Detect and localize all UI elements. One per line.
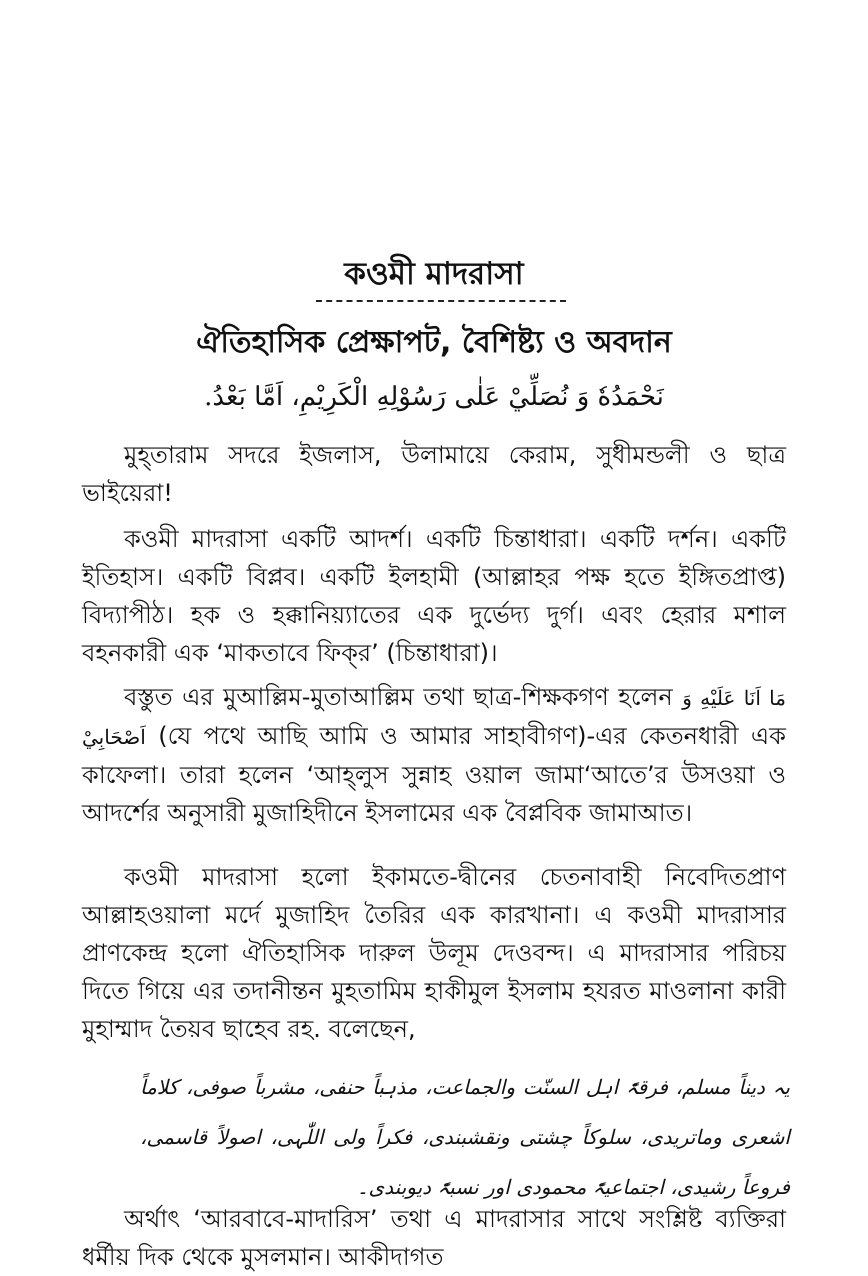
p3-start-text: বস্তুত এর মুআল্লিম-মুতাআল্লিম তথা ছাত্র-শিক্ষকগণ হলেন — [124, 683, 673, 711]
p3-end-text: (যে পথে আছি আমি ও আমার সাহাবীগণ)-এর কেতনধারী এক কাফেলা। তারা হলেন ‘আহ্‌লুস সুন্নাহ ওয়াল জামা‘আতে’র উসওয়া ও আদর্শের অনুসারী মুজাহিদীনে ইসলামের এক বৈপ্লবিক জামাআত। — [82, 722, 786, 827]
paragraph-deoband: কওমী মাদরাসা হলো ইকামতে-দ্বীনের চেতনাবাহী নিবেদিতপ্রাণ আল্লাহওয়ালা মর্দে মুজাহিদ তৈরির এক কারখানা। এ কওমী মাদরাসার প্রাণকেন্দ্র হলো ঐতিহাসিক দারুল উলূম দেওবন্দ। এ মাদরাসার পরিচয় দিতে গিয়ে এর তদানীন্তন মুহতামিম হাকীমুল ইসলাম হযরত মাওলানা কারী মুহাম্মাদ তৈয়ব ছাহেব রহ. বলেছেন, — [82, 863, 786, 1043]
page-title: কওমী মাদরাসা — [344, 256, 524, 292]
paragraph-explanation: অর্থাৎ ‘আরবাবে-মাদারিস’ তথা এ মাদরাসার সাথে সংশ্লিষ্ট ব্যক্তিরা ধর্মীয় দিক থেকে মুসলমান। আকীদাগত — [82, 1205, 786, 1271]
inline-arabic-hadith: مَا اَنَا عَلَيْهِ وَ اَصْحَابِيْ — [82, 686, 786, 749]
page-subtitle: ঐতিহাসিক প্রেক্ষাপট, বৈশিষ্ট্য ও অবদান — [196, 325, 672, 360]
title-divider — [316, 300, 566, 302]
paragraph-address: মুহ্‌তারাম সদরে ইজলাস, উলামায়ে কেরাম, সুধীমন্ডলী ও ছাত্র ভাইয়েরা! — [82, 441, 786, 507]
paragraph-students-teachers — [82, 678, 786, 832]
urdu-quote: یہ دیناً مسلم، فرقۃً اہل السنّت والجماعت، مذہباً حنفی، مشرباً صوفی، کلاماً اشعری وماتریدی، سلوکاً چشتی ونقشبندی، فکراً ولی اللّٰہی، اصولاً قاسمی، فروعاً رشیدی، اجتماعیۃً محمودی اور نسبۃً دیوبندی۔ — [140, 1075, 790, 1199]
paragraph-definition: কওমী মাদরাসা একটি আদর্শ। একটি চিন্তাধারা। একটি দর্শন। একটি ইতিহাস। একটি বিপ্লব। একটি ইলহামী (আল্লাহর পক্ষ হতে ইঙ্গিতপ্রাপ্ত) বিদ্যাপীঠ। হক ও হক্কানিয়্যাতের এক দুর্ভেদ্য দুর্গ। এবং হেরার মশাল বহনকারী এক ‘মাকতাবে ফিক্‌র’ (চিন্তাধারা)। — [82, 525, 786, 667]
opening-dua: نَحْمَدُهٗ وَ نُصَلِّيْ عَلٰى رَسُوْلِهِ الْكَرِيْمِ، اَمَّا بَعْدُ. — [204, 382, 664, 412]
